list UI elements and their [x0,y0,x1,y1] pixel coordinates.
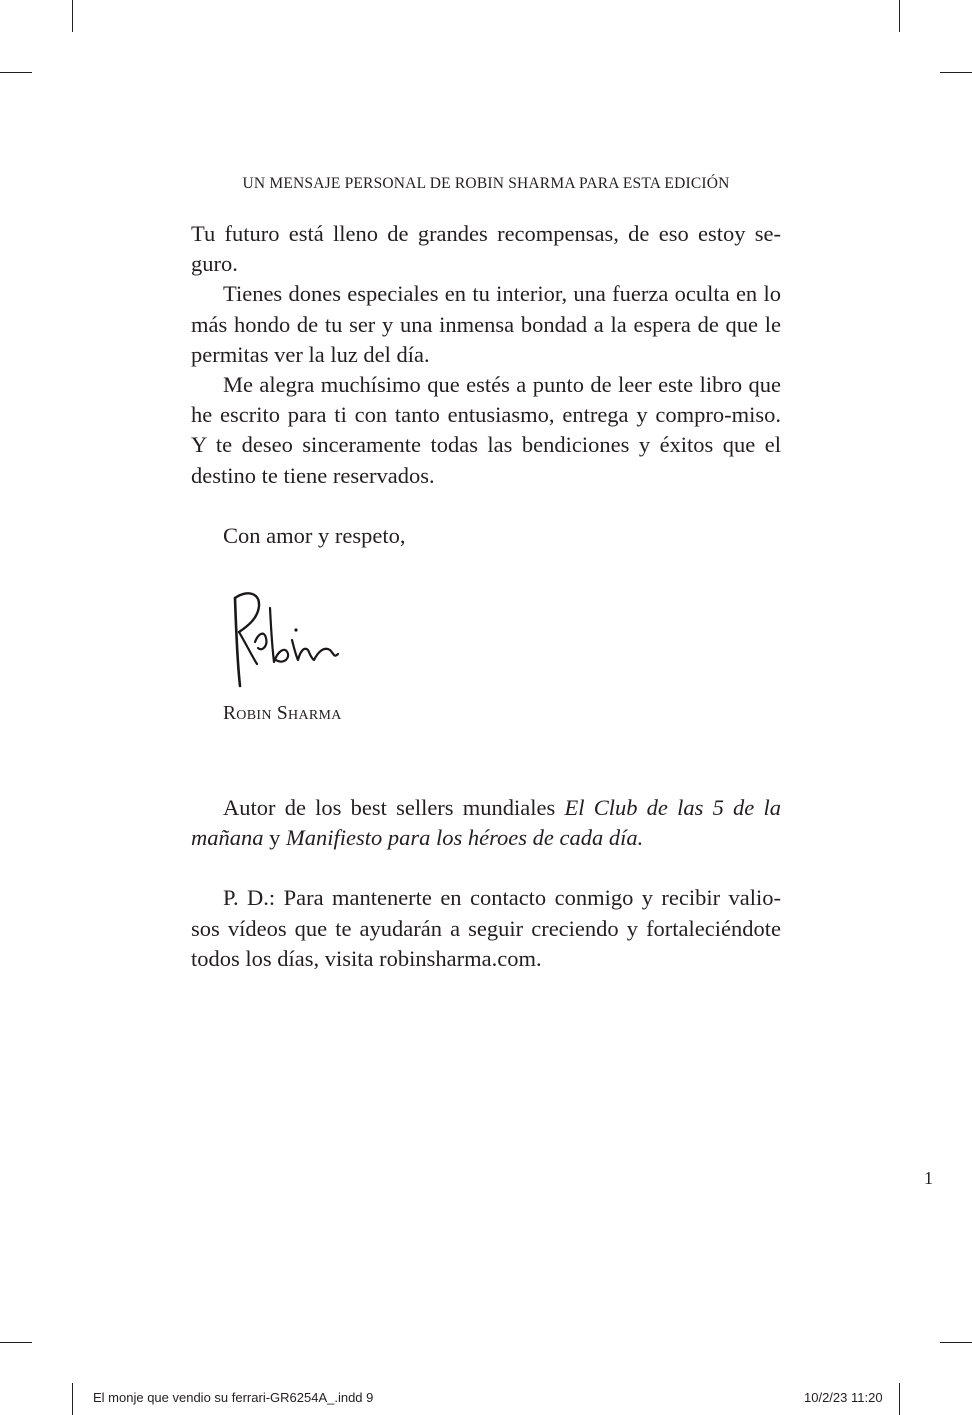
page-mark: 1 [924,1168,933,1188]
running-head: UN MENSAJE PERSONAL DE ROBIN SHARMA PARA ESTA EDICIÓN [242,175,730,192]
crop-mark-top-left [72,0,73,32]
author-prefix: Autor de los best sellers mundiales [223,794,556,820]
crop-mark-top-right [899,0,900,32]
crop-mark-bottom-left [72,1383,73,1415]
signature-name: Robin Sharma [223,703,342,724]
paragraph-recompensas: Tu futuro está lleno de grandes recompensas, de eso estoy se-guro. [191,221,781,277]
slug-datetime: 10/2/23 11:20 [804,1390,883,1405]
crop-mark-right-bottom [940,1342,972,1343]
crop-mark-left-top [0,72,32,73]
paragraph-dones: Tienes dones especiales en tu interior, una fuerza oculta en lo más hondo de tu ser y una inmensa bondad a la espera de que le permitas ver la luz del día. [191,281,781,367]
paragraph-libro: Me alegra muchísimo que estés a punto de leer este libro que he escrito para ti con tanto entusiasmo, entrega y compro-miso. Y te deseo sinceramente todas las bendiciones y éxitos que el destino te tiene reservados. [191,372,781,488]
signature-robin [226,588,346,692]
conjunction: y [269,824,281,850]
crop-mark-left-bottom [0,1342,32,1343]
book-title-club: El Club de las 5 de la mañana [191,794,781,850]
postscript: P. D.: Para mantenerte en contacto conmigo y recibir valio-sos vídeos que te ayudarán a seguir creciendo y fortaleciéndote todos los días, visita robinsharma.com. [191,885,781,971]
closing-line: Con amor y respeto, [223,523,406,549]
author-credit [191,793,781,853]
crop-mark-right-top [940,72,972,73]
book-title-manifiesto: Manifiesto para los héroes de cada día. [286,824,644,850]
slug-filename: El monje que vendio su ferrari-GR6254A_.indd 9 [93,1390,374,1405]
crop-mark-bottom-right [899,1383,900,1415]
